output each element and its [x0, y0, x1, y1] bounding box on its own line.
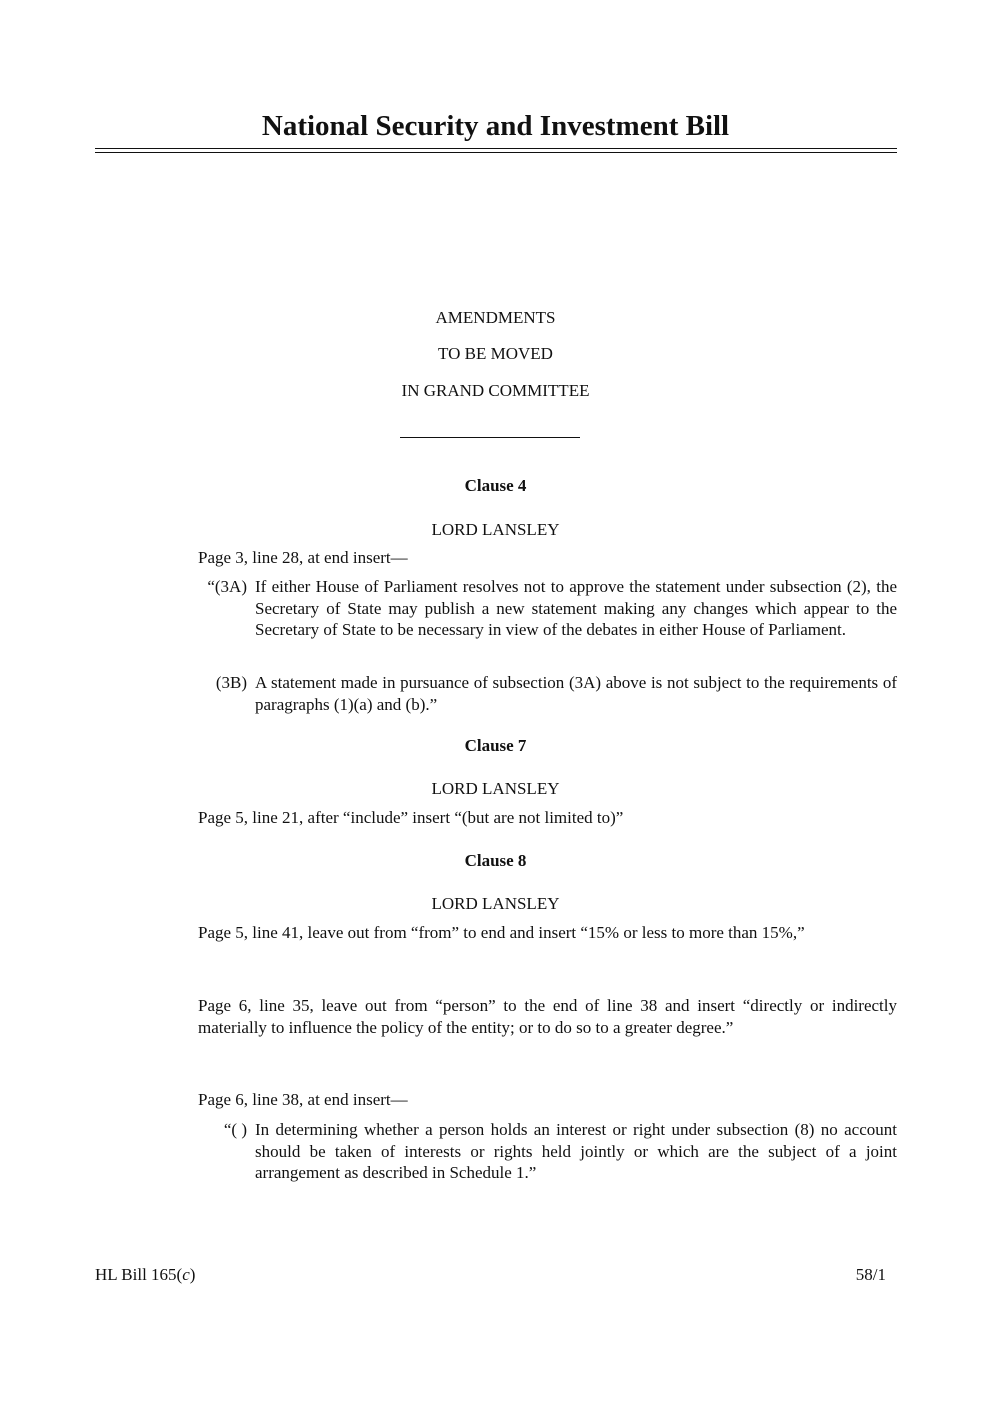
bill-number: [95, 1264, 195, 1286]
title-rule-bottom: [95, 152, 897, 153]
separator-rule: [400, 437, 580, 438]
heading-to-be-moved: TO BE MOVED: [438, 344, 553, 363]
clause-8-amendment-3: Page 6, line 38, at end insert—: [198, 1090, 408, 1109]
inserted-subsection: [198, 1119, 897, 1184]
clause-7-heading: Clause 7: [464, 736, 527, 755]
bill-number-prefix: HL Bill 165(: [95, 1265, 183, 1284]
inserted-subsection-label: “( ): [223, 1120, 247, 1139]
page-number: 58/1: [855, 1265, 886, 1284]
subsection-3a: [198, 576, 897, 641]
subsection-3b-label: (3B): [215, 673, 247, 692]
clause-7-member: LORD LANSLEY: [431, 779, 560, 798]
subsection-3a-label: “(3A): [207, 577, 247, 596]
heading-grand-committee: IN GRAND COMMITTEE: [401, 381, 590, 400]
bill-number-close: ): [189, 1265, 196, 1284]
bill-number-suffix: c: [182, 1265, 190, 1284]
subsection-3b: [198, 672, 897, 715]
clause-8-heading: Clause 8: [464, 851, 527, 870]
subsection-3a-text: If either House of Parliament resolves not to approve the statement under subsection (2), the Secretary of State may publish a new statement making any changes which appear to the Secretary of State to be necessary in view of the debates in either House of Parliament.: [255, 577, 897, 639]
subsection-3b-text: A statement made in pursuance of subsection (3A) above is not subject to the requirements of paragraphs (1)(a) and (b).”: [255, 673, 897, 714]
clause-8-amendment-1: Page 5, line 41, leave out from “from” to end and insert “15% or less to more than 15%,”: [198, 923, 805, 942]
heading-amendments: AMENDMENTS: [435, 308, 556, 327]
clause-8-amendment-2: Page 6, line 35, leave out from “person” to the end of line 38 and insert “directly or indirectly materially to influence the policy of the entity; or to do so to a greater degree.”: [198, 996, 897, 1037]
clause-8-member: LORD LANSLEY: [431, 894, 560, 913]
clause-4-member: LORD LANSLEY: [431, 520, 560, 539]
clause-4-instruction: Page 3, line 28, at end insert—: [198, 548, 408, 567]
bill-title: National Security and Investment Bill: [261, 110, 730, 142]
clause-7-instruction: Page 5, line 21, after “include” insert “(but are not limited to)”: [198, 808, 624, 827]
inserted-subsection-text: In determining whether a person holds an interest or right under subsection (8) no account should be taken of interests or rights held jointly or which are the subject of a joint arrangement as described in Schedule 1.”: [255, 1120, 897, 1182]
clause-4-heading: Clause 4: [464, 476, 527, 495]
title-rule-top: [95, 148, 897, 149]
